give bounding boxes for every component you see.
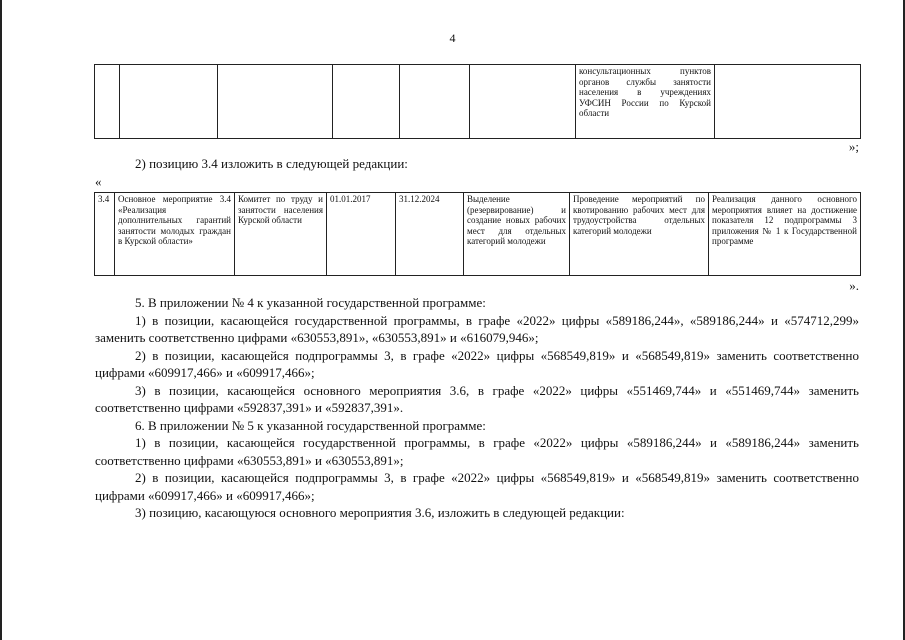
table-cell: Реализация данного основного мероприятия влияет на достижение показателя 12 подпрограммы 3 приложения № 1 к Государственной программе (709, 193, 861, 276)
table-cell: Выделение (резервирование) и создание новых рабочих мест для отдельных категорий молодежи (464, 193, 570, 276)
table-cell: консультационных пунктов органов службы занятости населения в учреждениях УФСИН России по Курской области (576, 65, 715, 139)
paragraph: 2) в позиции, касающейся подпрограммы 3, в графе «2022» цифры «568549,819» и «568549,819» заменить соответственно цифрами «609917,466» и «609917,466»; (95, 347, 859, 380)
table-cell (400, 65, 470, 139)
table-cell (333, 65, 400, 139)
closing-quote: »; (848, 139, 859, 154)
paragraph: 3) в позиции, касающейся основного мероприятия 3.6, в графе «2022» цифры «551469,744» и «551469,744» заменить соответственно цифрами «592837,391» и «592837,391». (95, 382, 859, 415)
table-cell: 31.12.2024 (396, 193, 464, 276)
table-cell: 01.01.2017 (327, 193, 396, 276)
paragraph: 1) в позиции, касающейся государственной программы, в графе «2022» цифры «589186,244», «589186,244» и «574712,299» заменить соответственно цифрами «630553,891», «630553,891» и «616079,946»; (95, 312, 859, 345)
opening-quote: « (95, 174, 102, 189)
table-cell: 3.4 (95, 193, 115, 276)
table-cell: Основное мероприятие 3.4 «Реализация дополнительных гарантий занятости молодых граждан в Курской области» (115, 193, 235, 276)
closing-quote: ». (849, 278, 859, 293)
page-number: 4 (449, 31, 456, 45)
item-2-text: 2) позицию 3.4 изложить в следующей редакции: (135, 156, 408, 171)
paragraph: 1) в позиции, касающейся государственной программы, в графе «2022» цифры «589186,244» и «589186,244» заменить соответственно цифрами «630553,891» и «630553,891»; (95, 435, 859, 468)
table-row (95, 65, 861, 139)
table-cell (218, 65, 333, 139)
table-cell (470, 65, 576, 139)
table-cell (715, 65, 861, 139)
paragraph: 3) позицию, касающуюся основного мероприятия 3.6, изложить в следующей редакции: (135, 505, 625, 520)
scan-edge (0, 0, 2, 640)
table-cell (95, 65, 120, 139)
paragraph: 6. В приложении № 5 к указанной государственной программе: (135, 417, 486, 433)
table-continuation (94, 64, 861, 139)
table-cell (120, 65, 218, 139)
body-text (95, 294, 859, 522)
table-cell: Комитет по труду и занятости населения Курской области (235, 193, 327, 276)
table-position-3-4 (94, 192, 861, 276)
paragraph: 5. В приложении № 4 к указанной государственной программе: (135, 295, 486, 310)
table-cell: Проведение мероприятий по квотированию рабочих мест для трудоустройства отдельных категорий молодежи (570, 193, 709, 276)
table-row (95, 193, 861, 276)
paragraph: 2) в позиции, касающейся подпрограммы 3, в графе «2022» цифры «568549,819» и «568549,819» заменить соответственно цифрами «609917,466» и «609917,466»; (95, 470, 859, 503)
